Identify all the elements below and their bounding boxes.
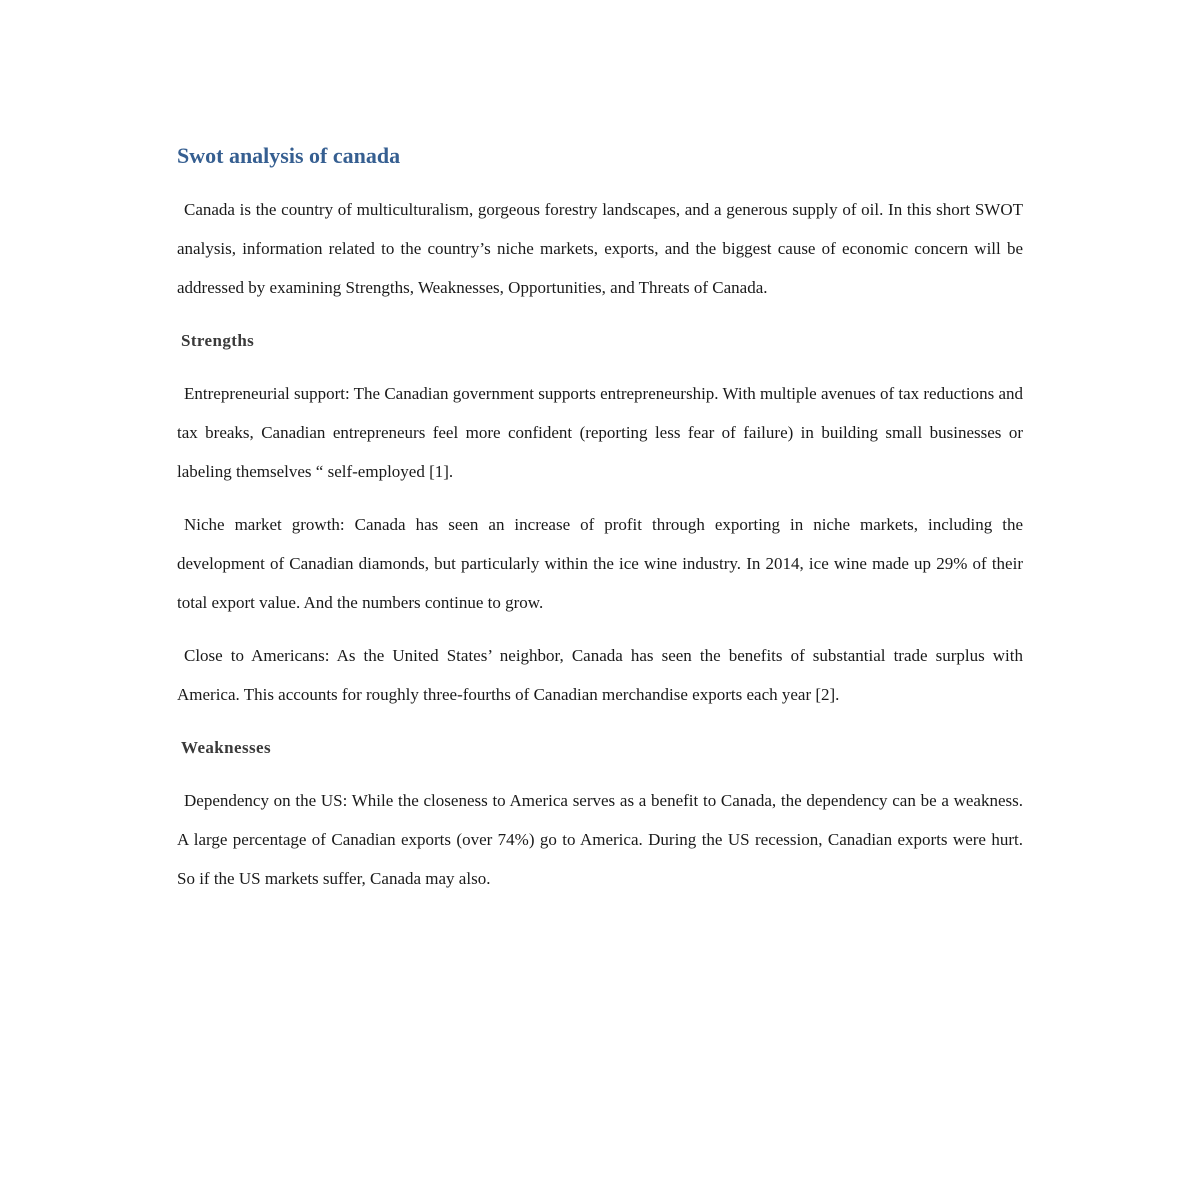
- strengths-paragraph-niche-market-growth: Niche market growth: Canada has seen an increase of profit through exporting in niche markets, including the development of Canadian diamonds, but particularly within the ice wine industry. In 2014, ice wine made up 29% of their total export value. And the numbers continue to grow.: [177, 515, 1023, 612]
- strengths-paragraph-close-to-americans: Close to Americans: As the United States’ neighbor, Canada has seen the benefits of substantial trade surplus with America. This accounts for roughly three-fourths of Canadian merchandise exports each year [2].: [177, 646, 1023, 704]
- document-content: [177, 142, 1023, 912]
- intro-paragraph: Canada is the country of multiculturalism, gorgeous forestry landscapes, and a generous supply of oil. In this short SWOT analysis, information related to the country’s niche markets, exports, and the biggest cause of economic concern will be addressed by examining Strengths, Weaknesses, Opportunities, and Threats of Canada.: [177, 200, 1023, 297]
- weaknesses-paragraph-dependency-on-us: Dependency on the US: While the closeness to America serves as a benefit to Canada, the dependency can be a weakness. A large percentage of Canadian exports (over 74%) go to America. During the US recession, Canadian exports were hurt. So if the US markets suffer, Canada may also.: [177, 791, 1023, 888]
- strengths-heading: Strengths: [181, 331, 255, 350]
- strengths-paragraph-entrepreneurial-support: Entrepreneurial support: The Canadian government supports entrepreneurship. With multiple avenues of tax reductions and tax breaks, Canadian entrepreneurs feel more confident (reporting less fear of failure) in building small businesses or labeling themselves “ self-employed [1].: [177, 384, 1024, 481]
- weaknesses-heading: Weaknesses: [181, 738, 271, 757]
- page-title: Swot analysis of canada: [177, 143, 401, 168]
